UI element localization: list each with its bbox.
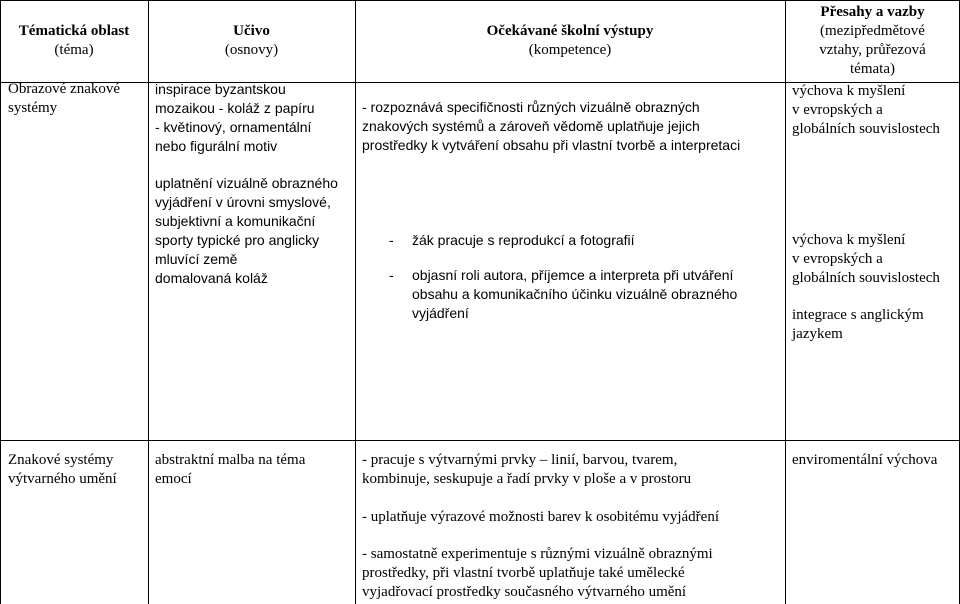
header-outcomes-title: Očekávané školní výstupy: [486, 23, 654, 39]
header-topic-title: Tématická oblast: [18, 23, 130, 39]
cross-curricular-link: enviromentální výchova: [792, 452, 938, 468]
cross-curricular-link: výchova k myšlení v evropských a globálních souvislostech: [792, 232, 940, 286]
topic-cell: Znakové systémy výtvarného umění: [8, 452, 117, 487]
outcome-item: objasní roli autora, příjemce a interpreta při utváření obsahu a komunikačního účinku vizuálně obrazného vyjádření: [412, 267, 738, 321]
header-curriculum-subtitle: (osnovy): [224, 42, 279, 58]
outcome-bullet-marker: -: [389, 267, 394, 283]
outcome-bullet-marker: -: [389, 232, 394, 248]
column-divider: [785, 0, 786, 604]
outcome-item: - pracuje s výtvarnými prvky – linií, barvou, tvarem, kombinuje, seskupuje a řadí prvky v ploše a v prostoru: [362, 452, 692, 487]
topic-cell: Obrazové znakové systémy: [8, 81, 121, 116]
curriculum-cell: inspirace byzantskou mozaikou - koláž z papíru - květinový, ornamentální nebo figurální motiv: [155, 81, 315, 154]
header-outcomes: [355, 0, 785, 82]
table-border-left: [0, 0, 1, 604]
header-topic-subtitle: (téma): [54, 42, 94, 58]
curriculum-cell: uplatnění vizuálně obrazného vyjádření v úrovni smyslové, subjektivní a komunikační: [155, 175, 338, 229]
header-links-title: Přesahy a vazby: [820, 4, 925, 20]
outcome-item: - rozpoznává specifičnosti různých vizuálně obrazných znakových systémů a zároveň vědomě uplatňuje jejich prostředky k vytváření obsahu při vlastní tvorbě a interpretaci: [362, 99, 741, 153]
outcome-item: - samostatně experimentuje s různými vizuálně obraznými prostředky, při vlastní tvorbě uplatňuje také umělecké vyjadřovací prostředky současného výtvarného umění: [362, 546, 713, 600]
header-curriculum-title: Učivo: [233, 23, 270, 39]
header-curriculum: [148, 0, 355, 82]
row-divider: [0, 440, 960, 441]
column-divider: [355, 0, 356, 604]
outcome-item: žák pracuje s reprodukcí a fotografií: [412, 232, 635, 248]
header-links: [785, 0, 960, 82]
curriculum-cell: sporty typické pro anglicky mluvící země domalovaná koláž: [155, 232, 320, 286]
curriculum-cell: abstraktní malba na téma emocí: [155, 452, 306, 487]
cross-curricular-link: výchova k myšlení v evropských a globálních souvislostech: [792, 83, 940, 137]
header-links-subtitle: (mezipředmětové vztahy, průřezová témata): [819, 23, 926, 77]
header-topic: [0, 0, 148, 82]
header-outcomes-subtitle: (kompetence): [528, 42, 612, 58]
outcome-item: - uplatňuje výrazové možnosti barev k osobitému vyjádření: [362, 509, 719, 525]
cross-curricular-link: integrace s anglickým jazykem: [792, 307, 924, 342]
column-divider: [148, 0, 149, 604]
